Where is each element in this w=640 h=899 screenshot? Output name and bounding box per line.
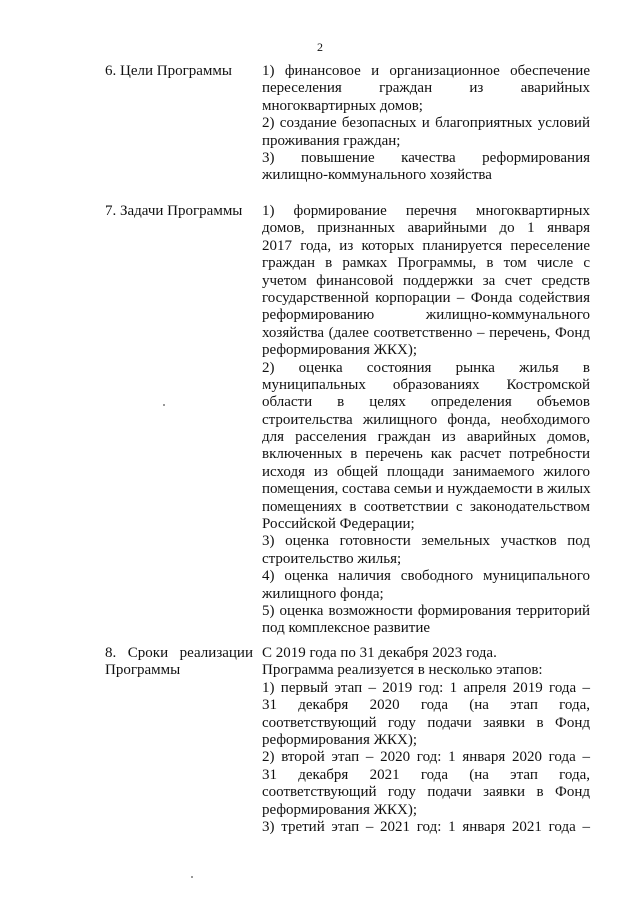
- content-line: 1) первый этап – 2019 год: 1 апреля 2019 года –: [262, 679, 590, 696]
- content-line: 2) второй этап – 2020 год: 1 января 2020 года –: [262, 749, 590, 766]
- label-line: 7. Задачи Программы: [105, 203, 243, 219]
- content-line: Российской Федерации;: [262, 516, 415, 533]
- content-line: 4) оценка наличия свободного муниципального: [262, 568, 590, 585]
- content-line: 3) третий этап – 2021 год: 1 января 2021 года –: [262, 818, 590, 835]
- section-label: [105, 63, 253, 80]
- label-line: Программы: [105, 662, 181, 679]
- content-line: 31 декабря 2020 года (на этап года,: [262, 697, 590, 714]
- content-line: многоквартирных домов;: [262, 97, 423, 114]
- content-line: 1) финансовое и организационное обеспечение: [262, 63, 590, 79]
- content-line: граждан в рамках Программы, в том числе с: [262, 255, 590, 272]
- content-line: 31 декабря 2021 года (на этап года,: [262, 766, 590, 783]
- content-line: под комплексное развитие: [262, 620, 431, 637]
- content-line: государственной корпорации – Фонда содействия: [262, 289, 590, 306]
- page-number: 2: [317, 40, 323, 54]
- content-line: помещения, состава семьи и нуждаемости в жилых: [262, 481, 591, 498]
- content-line: 3) повышение качества реформирования: [262, 149, 590, 166]
- content-line: переселения граждан из аварийных: [262, 80, 590, 97]
- scan-speck: [163, 404, 165, 406]
- content-line: проживания граждан;: [262, 132, 401, 149]
- content-line: реформирования ЖКХ);: [262, 342, 418, 359]
- content-line: домов, признанных аварийными до 1 января: [262, 220, 590, 237]
- content-line: соответствующий году подачи заявки в Фонд: [262, 714, 590, 731]
- content-line: реформированию жилищно-коммунального: [262, 307, 590, 324]
- content-line: соответствующий году подачи заявки в Фонд: [262, 784, 590, 801]
- content-line: 2) оценка состояния рынка жилья в: [262, 359, 590, 376]
- label-line: 8. Сроки реализации: [105, 645, 253, 661]
- section-content: [262, 63, 590, 185]
- content-line: С 2019 года по 31 декабря 2023 года.: [262, 645, 497, 661]
- content-line: исходя из общей площади занимаемого жилого: [262, 463, 590, 480]
- section-label: [105, 203, 253, 220]
- content-line: Программа реализуется в несколько этапов:: [262, 662, 543, 679]
- content-line: 3) оценка готовности земельных участков под: [262, 533, 590, 550]
- content-line: реформирования ЖКХ);: [262, 801, 418, 818]
- content-line: 2) создание безопасных и благоприятных условий: [262, 115, 590, 132]
- content-line: жилищного фонда;: [262, 585, 384, 602]
- section-content: [262, 645, 590, 836]
- content-line: 2017 года, из которых планируется переселение: [262, 237, 590, 254]
- section-label: [105, 645, 253, 680]
- content-line: области в целях определения объемов: [262, 394, 590, 411]
- section-content: [262, 203, 590, 638]
- content-line: строительство жилья;: [262, 550, 402, 567]
- content-line: 5) оценка возможности формирования территорий: [262, 602, 590, 619]
- content-line: муниципальных образованиях Костромской: [262, 376, 590, 393]
- content-line: включенных в перечень как расчет потребности: [262, 446, 590, 463]
- content-line: реформирования ЖКХ);: [262, 731, 418, 748]
- content-line: строительства жилищного фонда, необходимого: [262, 411, 590, 428]
- content-line: для расселения граждан из аварийных домов,: [262, 429, 590, 446]
- content-line: хозяйства (далее соответственно – перечень, Фонд: [262, 324, 590, 341]
- scan-speck: [191, 876, 193, 878]
- content-line: жилищно-коммунального хозяйства: [262, 167, 492, 184]
- label-line: 6. Цели Программы: [105, 63, 232, 79]
- content-line: 1) формирование перечня многоквартирных: [262, 203, 590, 219]
- content-line: помещениях в соответствии с законодательством: [262, 498, 590, 515]
- content-line: учетом финансовой поддержки за счет средств: [262, 272, 590, 289]
